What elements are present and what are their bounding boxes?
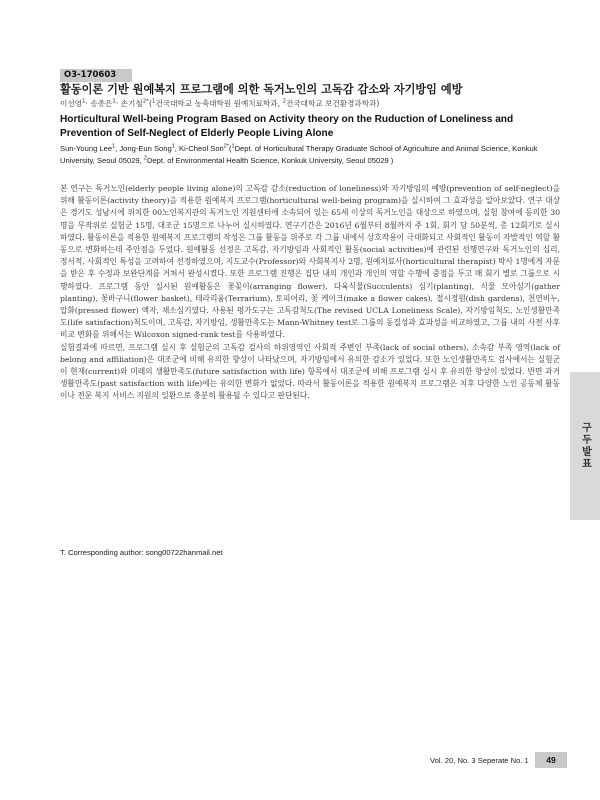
- corresponding-star: *: [146, 98, 149, 105]
- author-en-1: Sun-Young Lee: [60, 144, 113, 153]
- footer-volume: Vol. 20, No. 3 Seperate No. 1: [430, 756, 529, 765]
- session-code-badge: O3-170603: [60, 69, 132, 82]
- author-en-3: , Ki-Cheol Son: [174, 144, 224, 153]
- section-side-tab-label: 구두발표: [579, 422, 591, 470]
- sup-marker: 1: [82, 98, 86, 105]
- authors-english: Sun-Young Lee$^1$, Jong-Eun Song$^1$, Ki-Cheol Son$^{2*}$($^1$Dept. of Horticultural Therapy Graduate School of Agriculture and Animal Science, Konkuk University, Seoul 05029, $^2$Dept. of Environmental Health Science, Konkuk University, Seoul 05029 ): [60, 143, 538, 165]
- abstract-paragraph-1: 본 연구는 독거노인(elderly people living alone)의 고독감 감소(reduction of loneliness)와 자기방임의 예방(prevention of self-neglect)을 위해 활동이론(activity theory)을 적용한 원예복지 프로그램(horticultural well-being program)을 실시하여 그 효과성을 알아보았다. 연구 대상은 경기도 성남시에 위치한 00노인복지관의 독거노인 지원센터에 소속되어 있는 65세 이상의 독거노인을 대상으로 하였으며, 실험 참여에 동의한 30명을 무작위로 실험군 15명, 대조군 15명으로 나누어 실시하였다. 연구기간은 2016년 6월부터 8월까지 주 1회, 회기 당 50분씩, 총 12회기로 실시하였다. 활동이론을 적용한 원예복지 프로그램의 작성은 그룹 활동을 위주로 각 그룹 내에서 상호작용이 극대화되고 사회적인 활동이 자발적인 역할 활동으로 변화하는데 주안점을 두었다. 원예활동 선정은 고독감, 자기방임과 사회적인 활동(social activities)에 관련된 선행연구와 독거노인의 심리, 정서적, 사회적인 특성을 고려하여 선정하였으며, 지도교수(Professor)와 사회복지사 2명, 원예치료사(horticultural therapist) 박사 1명에게 자문을 받은 후 수정과 보완단계를 거쳐서 완성시켰다. 또한 프로그램 진행은 집단 내의 개인과 개인의 역할 수행에 중점을 두고 매 회기 별로 그룹으로 시행하였다. 프로그램 동안 실시된 원예활동은 꽃꽂이(arranging flower), 다육식물(Succulents) 심기(planting), 식물 모아심기(gather planting), 꽃바구니(flower basket), 테라리움(Terrarium), 토피어리, 꽃 케이크(make a flower cakes), 접시정원(dish gardens), 천연비누, 압화(pressed flower) 액자, 채소심기였다. 사용된 평가도구는 고독감척도(The revised UCLA Loneliness Scale), 자기방임척도, 노인생활만족도(life satisfaction)척도이며, 고독감, 자기방임, 생활만족도는 Mann-Whitney test로 그룹의 동질성과 효과성을 비교하였고, 그룹 내의 사전 사후 비교 변화를 위해서는 Wilcoxon signed-rank test를 사용하였다.: [60, 184, 560, 340]
- paper-title-korean: 활동이론 기반 원예복지 프로그램에 의한 독거노인의 고독감 감소와 자기방임 예방: [60, 83, 463, 96]
- author-ko-3: · 손기철: [115, 99, 143, 108]
- affiliation-ko-1: 건국대학교 농축대학원 원예치료학과,: [155, 99, 281, 108]
- author-ko-1: 이선영: [60, 99, 83, 108]
- corresponding-star: *: [226, 143, 229, 150]
- author-ko-2: · 송종은: [85, 99, 113, 108]
- paper-title-english: Horticultural Well-being Program Based on Activity theory on the Ruduction of Loneliness and Prevention of Self-Neglect of Elderly People Living Alone: [60, 114, 514, 139]
- sup-marker: 1: [171, 143, 175, 150]
- affiliation-en-2: Dept. of Environmental Health Science, Konkuk University, Seoul 05029 ): [146, 156, 394, 165]
- authors-korean: 이선영$^1$· 송종은$^1$· 손기철$^{2*}$($^1$건국대학교 농축대학원 원예치료학과, $^2$건국대학교 보건환경과학과): [60, 98, 380, 108]
- author-en-2: , Jong-Eun Song: [115, 144, 172, 153]
- sup-marker: 1: [231, 143, 235, 150]
- affiliation-ko-2: 건국대학교 보건환경과학과: [285, 99, 377, 108]
- sup-marker: 2: [282, 98, 286, 105]
- abstract-paragraph-2: 실험결과에 따르면, 프로그램 실시 후 실험군의 고독감 검사의 하위영역인 사회적 주변인 부족(lack of social others), 소속감 부족 영역(lack of belong and affiliation)은 대조군에 비해 유의한 향상이 나타났으며, 자기방임에서 유의한 감소가 있었다. 또한 노인생활만족도 검사에서는 실험군이 현재(current)와 미래의 생활만족도(future satisfaction with life) 항목에서 대조군에 비해 프로그램 실시 후 유의한 향상이 있었다. 반면 과거 생활만족도(past satisfaction with life)에는 유의한 변화가 없었다. 따라서 활동이론을 적용한 원예복지 프로그램은 치후 다양한 노인 공동체 활동이나 전문 복지 서비스 지원의 일환으로 충분히 활용될 수 있다고 판단된다.: [60, 342, 560, 401]
- sup-marker: 1: [112, 143, 116, 150]
- section-side-tab: [570, 372, 600, 520]
- sup-marker: 2: [142, 98, 147, 105]
- affiliation-en-1: Dept. of Horticultural Therapy Graduate School of Agriculture and Animal Science, Konkuk University, Seoul 05029,: [60, 144, 538, 165]
- page-number: 49: [535, 752, 567, 768]
- corresponding-author: T. Corresponding author: song00722hanmail.net: [60, 548, 223, 557]
- sup-marker: 1: [151, 98, 156, 105]
- abstract-body: [60, 183, 560, 403]
- sup-marker: 2: [143, 155, 147, 162]
- sup-marker: 1: [112, 98, 116, 105]
- sup-marker: 2: [223, 143, 227, 150]
